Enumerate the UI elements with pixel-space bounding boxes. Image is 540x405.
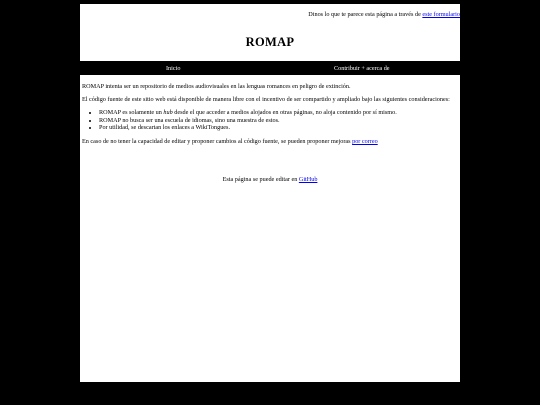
edit-text: Esta página se puede editar en (222, 176, 298, 183)
contact-paragraph (82, 138, 456, 146)
footer-note (80, 176, 460, 183)
feedback-form-link[interactable]: este formulario (422, 11, 460, 18)
item1-text-after: desde el que acceder a medios alojados en otras páginas, no aloja contenido por sí mismo. (174, 109, 397, 117)
intro-paragraph: ROMAP intenta ser un repositorio de medios audiovisuales en las lenguas romances en peligro de extinción. (82, 83, 351, 90)
site-title: ROMAP (245, 35, 295, 49)
nav-home-link[interactable]: Inicio (166, 65, 181, 72)
github-link[interactable]: GitHub (298, 176, 318, 183)
page-container (80, 4, 460, 382)
contact-text: En caso de no tener la capacidad de editar y proponer cambios al código fuente, se pueden proponer mejoras (82, 137, 351, 145)
list-item (99, 109, 456, 117)
email-link[interactable]: por correo (352, 137, 378, 145)
license-paragraph: El código fuente de este sitio web está disponible de manera libre con el incentivo de ser compartido y ampliado bajo las siguientes consideraciones: (82, 95, 450, 103)
nav-contribute-link[interactable]: Contribuir + acerca de (334, 65, 390, 72)
item1-text-before: ROMAP es solamente un (99, 109, 162, 117)
main-content (82, 83, 456, 151)
nav-bar (80, 61, 460, 75)
list-item: • Por utilidad, se descartan los enlaces a WikiTongues. (99, 124, 456, 132)
feedback-note (308, 11, 460, 18)
feedback-text: Dinos lo que te parece esta página a través de (308, 11, 421, 18)
list-item: • ROMAP no busca ser una escuela de idiomas, sino una muestra de estos. (99, 117, 456, 125)
hub-emphasis: hub (163, 109, 173, 117)
considerations-list (82, 109, 456, 132)
